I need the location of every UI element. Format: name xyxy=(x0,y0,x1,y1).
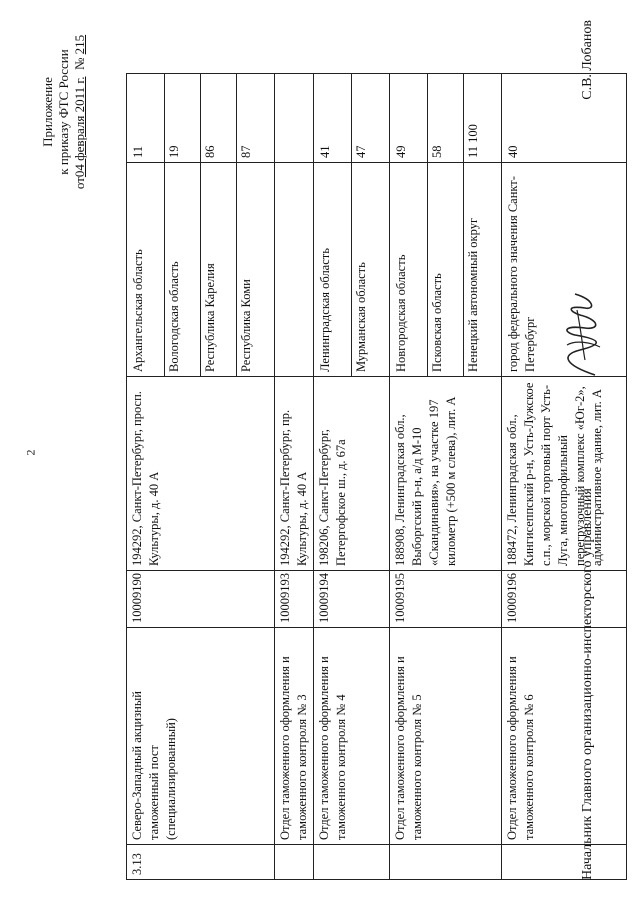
region-name: Ленинградская область xyxy=(318,248,332,372)
post-name: Отдел таможенного оформления и таможенного контроля № 5 xyxy=(390,628,502,845)
row-number: 3.13 xyxy=(127,845,275,880)
region-codes-cell xyxy=(127,74,275,163)
appendix-header xyxy=(40,12,88,212)
post-address: 188908, Ленинградская обл., Выборгский р-н, а/д М-10 «Скандинавия», на участке 197 километр (+500 м слева), лит. А xyxy=(390,377,502,571)
region-codes-cell xyxy=(275,74,314,163)
post-address: 194292, Санкт-Петербург, просп. Культуры, д. 40 А xyxy=(127,377,275,571)
header-date: 04 февраля 2011 г. xyxy=(72,76,87,178)
handwritten-signature xyxy=(555,290,610,380)
signer-name: С.В. Лобанов xyxy=(580,20,595,100)
region-code: 58 xyxy=(427,74,463,162)
region-name: Псковская область xyxy=(427,163,463,376)
region-code: 11 100 xyxy=(463,74,499,162)
header-line-2: к приказу ФТС России xyxy=(56,49,71,175)
region-name: город федерального значения Санкт-Петербург xyxy=(506,176,537,372)
signer-title: Начальник Главного организационно-инспекторского управления xyxy=(580,488,595,880)
region-code: 87 xyxy=(236,74,272,162)
header-line-1: Приложение xyxy=(40,77,55,147)
post-address: 198206, Санкт-Петербург, Петергофское ш., д. 67а xyxy=(314,377,390,571)
header-date-prefix: от xyxy=(72,177,87,190)
post-name: Северо-Западный акцизный таможенный пост (специализированный) xyxy=(127,628,275,845)
region-name: Республика Карелия xyxy=(200,163,236,376)
post-code: 10009195 xyxy=(390,571,502,628)
post-address: 194292, Санкт-Петербург, пр. Культуры, д. 40 А xyxy=(275,377,314,571)
row-number xyxy=(314,845,390,880)
post-code: 10009196 xyxy=(502,571,627,628)
region-name: Вологодская область xyxy=(164,163,200,376)
post-name: Отдел таможенного оформления и таможенного контроля № 4 xyxy=(314,628,390,845)
region-name: Архангельская область xyxy=(131,249,145,372)
regions-cell xyxy=(275,163,314,377)
page-number: 2 xyxy=(23,449,38,456)
signature-block xyxy=(555,20,615,880)
region-name: Ненецкий автономный округ xyxy=(463,163,499,376)
post-code: 10009190 xyxy=(127,571,275,628)
table-row xyxy=(314,74,390,880)
header-number: 215 xyxy=(72,34,87,55)
region-code: 86 xyxy=(200,74,236,162)
region-codes-cell xyxy=(314,74,390,163)
table-row xyxy=(127,74,275,880)
post-code: 10009193 xyxy=(275,571,314,628)
regions-cell xyxy=(314,163,390,377)
row-number xyxy=(275,845,314,880)
regions-cell xyxy=(390,163,502,377)
region-name: Республика Коми xyxy=(236,163,272,376)
region-name: Мурманская область xyxy=(351,163,387,376)
region-code: 41 xyxy=(318,145,332,158)
region-code: 49 xyxy=(394,145,408,158)
table-row xyxy=(275,74,314,880)
region-code: 40 xyxy=(506,145,520,158)
post-name: Отдел таможенного оформления и таможенного контроля № 6 xyxy=(502,628,627,845)
regions-cell xyxy=(127,163,275,377)
region-name: Новгородская область xyxy=(394,254,408,372)
region-code: 19 xyxy=(164,74,200,162)
region-code: 47 xyxy=(351,74,387,162)
post-name: Отдел таможенного оформления и таможенного контроля № 3 xyxy=(275,628,314,845)
header-number-label: № xyxy=(72,57,87,71)
region-code: 11 xyxy=(131,145,145,158)
row-number xyxy=(390,845,502,880)
table-row xyxy=(390,74,502,880)
customs-posts-table xyxy=(126,73,627,880)
post-address: 188472, Ленинградская обл., Кингисеппский р-н, Усть-Лужское с.п., морской торговый порт Усть-Луга, многопрофильный перегрузочный комплекс «Юг-2», административное здание, лит. А xyxy=(502,377,627,571)
header-line-3 xyxy=(72,12,88,212)
region-codes-cell xyxy=(390,74,502,163)
post-code: 10009194 xyxy=(314,571,390,628)
